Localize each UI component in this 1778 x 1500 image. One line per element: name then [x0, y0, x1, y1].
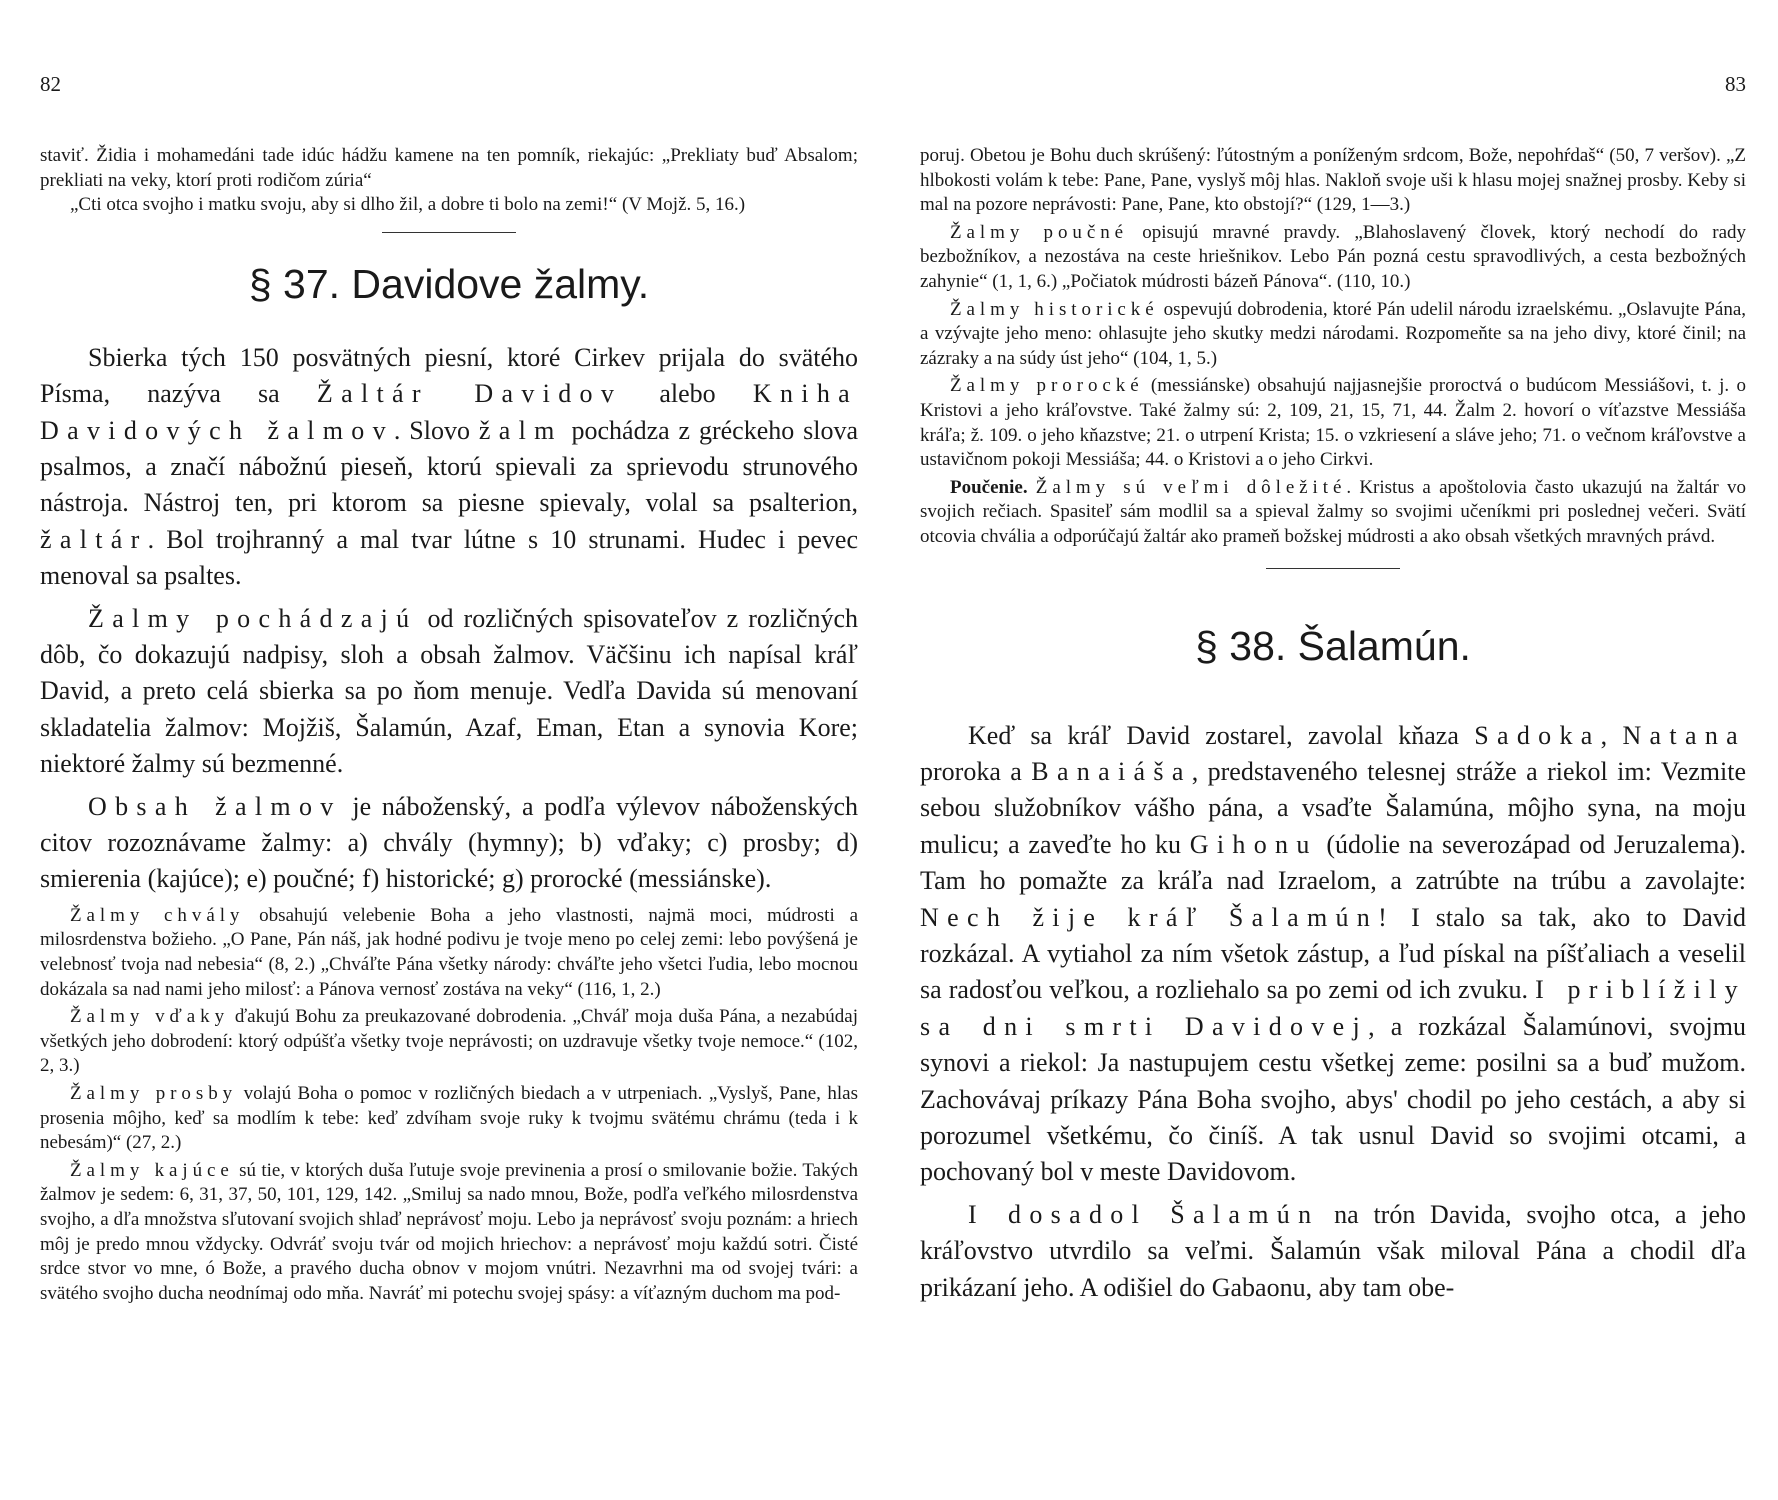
text-run: (messiánske) obsahujú najjasnejšie proroctvá o budúcom Messiášovi, t. j. o Kristovi a jeho kráľovstve. Také žalmy sú: 2, 109, 21, 15, 71, 44. Žalm 2. hovorí o víťazstve Messiáša kráľa; ž. 109. o jeho kňazstve; 21. o utrpení Krista; 15. o vzkriesení a sláve jeho; 71. o večnom kráľovstve a ustavičnom pokoji Messiáša; 44. o Kristovi a o jeho Cirkvi. — [920, 375, 1746, 471]
spaced-term: Natana — [1622, 720, 1746, 750]
text-run: . Kristus a apoštolovia často ukazujú na žaltár vo svojich rečiach. Spasiteľ sám modlil sa a spieval žalmy so svojimi učeníkmi pri poslednej večeri. Svätí otcovia chvália a odporúčajú žaltár ako prameň božskej múdrosti a ako obsah všetkých mravných právd. — [920, 476, 1746, 547]
spaced-term: Kniha Davidových žalmov — [40, 379, 859, 445]
left-page-body — [40, 144, 858, 1306]
text-run: , predstaveného telesnej stráže a riekol im: Vezmite sebou služobníkov vášho pána, a vsaďte Šalamúna, môjho syna, na moju mulicu; a zaveďte ho ku — [920, 756, 1746, 859]
spaced-term: Žaltár Davidov — [316, 379, 623, 409]
page-number: 83 — [1725, 72, 1746, 96]
spaced-term: Žalmy chvály — [70, 904, 245, 926]
paragraph — [40, 1082, 858, 1156]
text-run: volajú Boha o pomoc v rozličných biedach a v utrpeniach. „Vyslyš, Pane, hlas prosenia môjho, keď sa modlím k tebe: keď zdvíham svoje ruky k tvojmu svätému chrámu (teda i k nebesám)“ (27, 2.) — [40, 1083, 858, 1154]
spaced-term: Gihonu — [1189, 829, 1318, 859]
text-run: obsahujú velebenie Boha a jeho vlastnosti, najmä moci, múdrosti a milosrdenstva božieho. „O Pane, Pán náš, jak hodné podivu je tvoje meno po celej zemi: lebo povýšená je velebnosť tvoja nad nebesia“ (8, 2.) „Chváľte Pána všetky národy: chváľte jeho všetci ľudia, lebo mocnou dokázala sa nad nami jeho milosť: a Pánova vernosť zostáva na veky“ (116, 1, 2.) — [40, 904, 859, 1000]
text-run: je náboženský, a podľa výlevov náboženských citov rozoznávame žalmy: a) chvály (hymny); b) vďaky; c) prosby; d) smierenia (kajúce); e) poučné; f) historické; g) prorocké (messiánske). — [40, 791, 858, 894]
spaced-term: Žalmy pochádzajú — [88, 603, 418, 633]
text-run: na trón Davida, svojho otca, a jeho kráľovstvo utvrdilo sa veľmi. Šalamún však miloval Pána a chodil dľa prikázaní jeho. A odišiel do Gabaonu, aby tam obe- — [920, 1199, 1747, 1302]
paragraph — [920, 718, 1746, 1191]
spaced-term: I priblížily sa dni smrti Davidovej — [920, 975, 1746, 1041]
text-run: Keď sa kráľ David zostarel, zavolal kňaza — [968, 720, 1475, 750]
spaced-term: Žalmy poučné — [950, 221, 1129, 243]
paragraph — [920, 298, 1746, 372]
paragraph — [40, 601, 858, 783]
text-run: . Slovo — [393, 415, 479, 445]
paragraph — [920, 476, 1746, 550]
spaced-term: Žalmy kajúce — [70, 1159, 234, 1181]
section-divider — [1266, 568, 1400, 569]
spaced-term: žalm — [478, 415, 563, 445]
spaced-term: Nech žije kráľ Šalamún! — [920, 902, 1396, 932]
spaced-term: Sadoka — [1474, 720, 1601, 750]
paragraph: poruj. Obetou je Bohu duch skrúšený: ľútostným a poníženým srdcom, Bože, nepohŕdaš“ (50, 7 veršov). „Z hlbokosti volám k tebe: Pane, Pane, vyslyš môj hlas. Nakloň svoje uši k hlasu mojej snažnej prosby. Keby si mal na pozore neprávosti: Pane, Pane, kto obstojí?“ (129, 1—3.) — [920, 145, 1746, 216]
spaced-term: Žalmy vďaky — [70, 1006, 230, 1028]
text-run: od rozličných spisovateľov z rozličných dôb, čo dokazujú nadpisy, sloh a obsah žalmov. Väčšinu ich napísal kráľ David, a preto celá sbierka sa po ňom menuje. Vedľa Davida sú menovaní skladatelia žalmov: Mojžiš, Šalamún, Azaf, Eman, Etan a synovia Kore; niektoré žalmy sú bezmenné. — [40, 603, 859, 779]
text-run: ospevujú dobrodenia, ktoré Pán udelil národu izraelskému. „Oslavujte Pána, a vzývajte jeho meno: ohlasujte jeho skutky medzi národami. Rozpomeňte sa na jeho divy, ktoré činil; na zázraky a na súdy úst jeho“ (104, 1, 5.) — [920, 298, 1747, 369]
spaced-term: žaltár — [40, 524, 148, 554]
spaced-term: I dosadol Šalamún — [968, 1199, 1320, 1229]
paragraph — [40, 340, 858, 595]
paragraph — [920, 374, 1746, 472]
paragraph — [920, 221, 1746, 295]
paragraph — [40, 1005, 858, 1079]
spaced-term: Žalmy historické — [950, 298, 1159, 320]
paragraph: staviť. Židia i mohamedáni tade idúc hádžu kamene na ten pomník, riekajúc: „Prekliaty buď Absalom; prekliati na veky, ktorí proti rodičom zúria“ — [40, 145, 858, 191]
spaced-term: Obsah žalmov — [88, 791, 342, 821]
spaced-term: Žalmy prorocké — [950, 375, 1144, 397]
text-run: Sbierka tých 150 posvätných piesní, ktoré Cirkev prijala do svätého Písma, nazýva sa — [40, 342, 858, 409]
text-run: sú tie, v ktorých duša ľutuje svoje previnenia a prosí o smilovanie božie. Takých žalmov je sedem: 6, 31, 37, 50, 101, 129, 142. „Smiluj sa nado mnou, Bože, podľa veľkého milosrdenstva svojho, a dľa množstva sľutovaní svojich shlaď neprávosť moju. Lebo ja neprávosť svoju poznám: a hriech môj je predo mnou vždycky. Odvráť svoju tvár od mojich hriechov: a neprávosť moju každú sotri. Čisté srdce stvor vo mne, ó Bože, a pravého ducha obnov v mojom vnútri. Nezavrhni ma od svojej tvári: a svätého svojho ducha neodnímaj odo mňa. Navráť mi potechu svojej spásy: a víťazným duchom ma pod- — [40, 1159, 858, 1304]
spaced-term: Žalmy sú veľmi dôležité — [1035, 476, 1347, 498]
spaced-term: Žalmy prosby — [70, 1083, 238, 1105]
text-run: pochádza z gréckeho slova psalmos, a značí nábožnú pieseň, ktorú spievali za sprievodu strunového nástroja. Nástroj ten, pri ktorom sa piesne spievaly, volal sa psalterion, — [40, 415, 858, 518]
section-heading: § 38. Šalamún. — [1195, 622, 1471, 669]
page-number: 82 — [40, 72, 61, 96]
section-divider — [382, 232, 516, 233]
paragraph: „Cti otca svojho i matku svoju, aby si dlho žil, a dobre ti bolo na zemi!“ (V Mojž. 5, 16.) — [70, 194, 746, 216]
text-run: ďakujú Bohu za preukazované dobrodenia. „Chváľ moja duša Pána, a nezabúdaj všetkých jeho dobrodení: ktorý odpúšťa všetky tvoje neprávosti; on uzdravuje všetky tvoje nemoce.“ (102, 2, 3.) — [40, 1006, 859, 1077]
text-run: proroka a — [920, 756, 1032, 786]
text-run: (údolie na severozápad od Jeruzalema). Tam ho pomažte za kráľa nad Izraelom, a zatrúbte na trúbu a zavolajte: — [920, 829, 1746, 896]
right-page-body — [920, 144, 1746, 1306]
paragraph — [40, 904, 858, 1002]
paragraph — [40, 1159, 858, 1307]
text-run: I stalo sa tak, ako to David rozkázal. A vytiahol za ním všetok zástup, a ľud pískal na píšťaliach a veselil sa radosťou veľkou, a rozliehalo sa po zemi od ich zvuku. — [920, 902, 1746, 1005]
text-run — [1028, 477, 1036, 498]
text-run: alebo — [622, 379, 753, 409]
text-run: , a rozkázal Šalamúnovi, svojmu synovi a riekol: Ja nastupujem cestu všetkej zeme: posilni sa a buď mužom. Zachovávaj príkazy Pána Boha svojho, abys' chodil po jeho cestách, a aby si porozumel všetkému, čo činíš. A tak usnul David so svojimi otcami, a pochovaný bol v meste Davidovom. — [920, 1011, 1746, 1187]
text-run: opisujú mravné pravdy. „Blahoslavený človek, ktorý nechodí do rady bezbožníkov, a nezostáva na ceste hriešnikov. Lebo Pán pozná cestu spravodlivých, a cesta bezbožných zahynie“ (1, 1, 6.) „Počiatok múdrosti bázeň Pánova“. (110, 10.) — [920, 221, 1746, 292]
bold-label: Poučenie. — [950, 476, 1028, 498]
paragraph — [920, 1197, 1746, 1306]
section-heading: § 37. Davidove žalmy. — [248, 260, 650, 307]
spaced-term: Banaiáša — [1031, 756, 1192, 786]
text-run: , — [1600, 720, 1623, 750]
text-run: . Bol trojhranný a mal tvar lútne s 10 strunami. Hudec i pevec menoval sa psaltes. — [40, 524, 858, 591]
paragraph — [40, 789, 858, 898]
